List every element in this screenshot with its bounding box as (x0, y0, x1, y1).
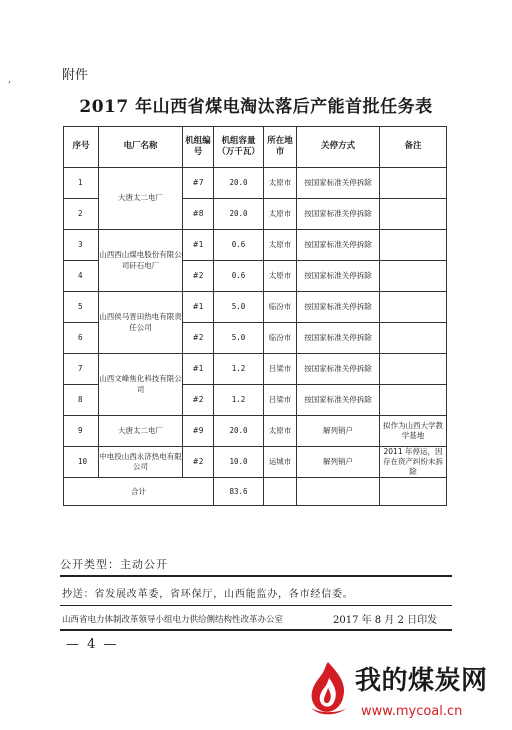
city: 太原市 (264, 261, 297, 292)
unit-number: #2 (183, 323, 214, 354)
unit-number: #1 (183, 230, 214, 261)
capacity-value: 5.0 (214, 292, 264, 323)
row-index: 4 (64, 261, 99, 292)
unit-number: #7 (183, 168, 214, 199)
capacity-value: 10.0 (214, 447, 264, 478)
shutdown-method: 按国家标准关停拆除 (297, 354, 380, 385)
flame-icon (303, 658, 353, 718)
cc-line: 抄送：省发展改革委，省环保厅，山西能监办，各市经信委。 (62, 589, 354, 600)
row-note (380, 323, 447, 354)
capacity-value: 1.2 (214, 385, 264, 416)
header-unit-no: 机组编号 (183, 127, 214, 168)
attachment-label: 附件 (62, 68, 89, 83)
row-note (380, 199, 447, 230)
city: 太原市 (264, 199, 297, 230)
task-table (63, 126, 447, 506)
header-method: 关停方式 (297, 127, 380, 168)
total-label: 合计 (64, 478, 214, 506)
shutdown-method: 解列销户 (297, 447, 380, 478)
city: 吕梁市 (264, 385, 297, 416)
document-title: 2017 年山西省煤电淘汰落后产能首批任务表 (79, 97, 433, 117)
shutdown-method: 按国家标准关停拆除 (297, 168, 380, 199)
shutdown-method: 按国家标准关停拆除 (297, 199, 380, 230)
divider (60, 605, 452, 606)
city: 临汾市 (264, 292, 297, 323)
header-notes: 备注 (380, 127, 447, 168)
page-number: — 4 — (66, 637, 119, 652)
header-plant: 电厂名称 (99, 127, 183, 168)
table-row (64, 354, 447, 385)
row-index: 9 (64, 416, 99, 447)
plant-name: 山西文峰焦化科技有限公司 (99, 354, 183, 416)
city: 运城市 (264, 447, 297, 478)
row-note: 2011 年停运，因存在资产纠纷未拆除 (380, 447, 447, 478)
city: 太原市 (264, 230, 297, 261)
plant-name: 大唐太二电厂 (99, 168, 183, 230)
shutdown-method: 按国家标准关停拆除 (297, 385, 380, 416)
header-index: 序号 (64, 127, 99, 168)
stray-mark: , (8, 74, 12, 85)
divider (60, 575, 452, 577)
table-row (64, 292, 447, 323)
issue-date: 2017 年 8 月 2 日印发 (333, 615, 438, 626)
table-header-row (64, 127, 447, 168)
unit-number: #1 (183, 354, 214, 385)
total-capacity: 83.6 (214, 478, 264, 506)
capacity-value: 20.0 (214, 168, 264, 199)
unit-number: #8 (183, 199, 214, 230)
divider (60, 629, 452, 631)
capacity-value: 20.0 (214, 416, 264, 447)
shutdown-method: 按国家标准关停拆除 (297, 323, 380, 354)
city: 太原市 (264, 168, 297, 199)
plant-name: 山西西山煤电股份有限公司矸石电厂 (99, 230, 183, 292)
capacity-value: 0.6 (214, 230, 264, 261)
row-note (380, 292, 447, 323)
row-index: 6 (64, 323, 99, 354)
row-note (380, 168, 447, 199)
row-index: 3 (64, 230, 99, 261)
capacity-value: 0.6 (214, 261, 264, 292)
row-note (380, 385, 447, 416)
unit-number: #2 (183, 261, 214, 292)
capacity-value: 1.2 (214, 354, 264, 385)
row-note: 拟作为山西大学教学基地 (380, 416, 447, 447)
watermark-url: www.mycoal.cn (361, 704, 463, 719)
plant-name: 中电投山西永济热电有限公司 (99, 447, 183, 478)
header-location: 所在地市 (264, 127, 297, 168)
row-index: 1 (64, 168, 99, 199)
city: 吕梁市 (264, 354, 297, 385)
shutdown-method: 按国家标准关停拆除 (297, 261, 380, 292)
shutdown-method: 按国家标准关停拆除 (297, 230, 380, 261)
row-index: 7 (64, 354, 99, 385)
row-note (380, 261, 447, 292)
table-row (64, 230, 447, 261)
unit-number: #2 (183, 385, 214, 416)
header-capacity: 机组容量（万千瓦） (214, 127, 264, 168)
watermark-logo (303, 658, 503, 724)
capacity-value: 5.0 (214, 323, 264, 354)
shutdown-method: 解列销户 (297, 416, 380, 447)
row-index: 10 (64, 447, 99, 478)
disclosure-type: 公开类型：主动公开 (60, 558, 168, 571)
total-row (64, 478, 447, 506)
unit-number: #1 (183, 292, 214, 323)
city: 太原市 (264, 416, 297, 447)
table-row (64, 416, 447, 447)
plant-name: 山西侯马晋田热电有限责任公司 (99, 292, 183, 354)
unit-number: #2 (183, 447, 214, 478)
row-note (380, 354, 447, 385)
row-index: 2 (64, 199, 99, 230)
shutdown-method: 按国家标准关停拆除 (297, 292, 380, 323)
row-index: 8 (64, 385, 99, 416)
table-row (64, 447, 447, 478)
plant-name: 大唐太二电厂 (99, 416, 183, 447)
unit-number: #9 (183, 416, 214, 447)
row-index: 5 (64, 292, 99, 323)
row-note (380, 230, 447, 261)
table-row (64, 168, 447, 199)
city: 临汾市 (264, 323, 297, 354)
capacity-value: 20.0 (214, 199, 264, 230)
watermark-text: 我的煤炭网 (355, 666, 488, 696)
issuer: 山西省电力体制改革领导小组电力供给侧结构性改革办公室 (62, 615, 284, 625)
